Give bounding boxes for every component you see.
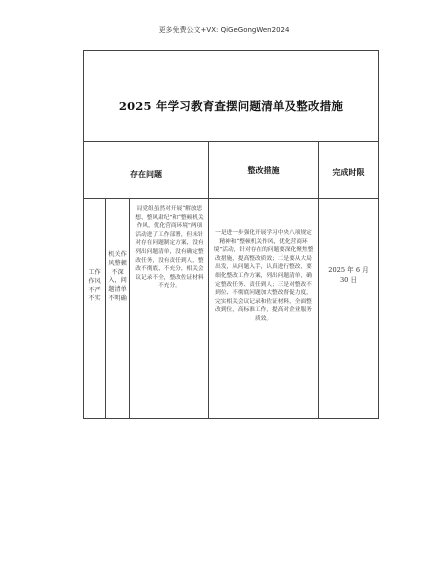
measures-text: 一是进一步强化开展学习中央八项规定精神和“整顿机关作风，优化营商环境”活动，针对存在的问题要深化聚焦整改措施，提高整改质效；二是要从大局出发，从问题入手，认真进行整改，要细化整改工作方案，列出问题清单，确定整改任务、责任到人；三是对整改不到位、不彻底问题加大整改督促力度，完实相关会议记录和佐证材料，全面整改到位，高标准工作，提高对企业服务质效。: [213, 230, 314, 322]
deadline-text: 2025 年 6 月 30 日: [328, 266, 369, 284]
category-cell: [83, 198, 106, 419]
detail-text: 局党组虽然对开展“解放思想、整风肃纪”和“整顿机关作风，优化营商环境”两项活动进了工作部署，但未针对存在问题制定方案，没有列出问题清单，没有确定整改任务，没有责任到人，整改不彻底、不充分，相关会议记录不全，整改佐证材料不充分。: [135, 206, 204, 290]
title-row: [83, 50, 379, 142]
header-deadline: [318, 141, 379, 199]
issue-table: [83, 50, 379, 419]
detail-cell: [129, 198, 209, 419]
summary-text: 机关作风整顿不深入，问题清单不明确: [108, 251, 127, 302]
header-deadline-label: 完成时限: [332, 168, 365, 177]
deadline-cell: [318, 198, 379, 419]
header-measures-label: 整改措施: [247, 166, 280, 175]
promo-header: 更多免费公文+VX: QiGeGongWen2024: [158, 26, 290, 34]
measures-cell: [208, 198, 319, 419]
document-title: 2025 年学习教育查摆问题清单及整改措施: [118, 99, 344, 113]
category-text: 工作作风不严不实: [88, 269, 101, 303]
summary-cell: [105, 198, 130, 419]
header-problems: [83, 141, 209, 199]
header-problems-label: 存在问题: [130, 170, 162, 179]
header-measures: [208, 141, 319, 199]
